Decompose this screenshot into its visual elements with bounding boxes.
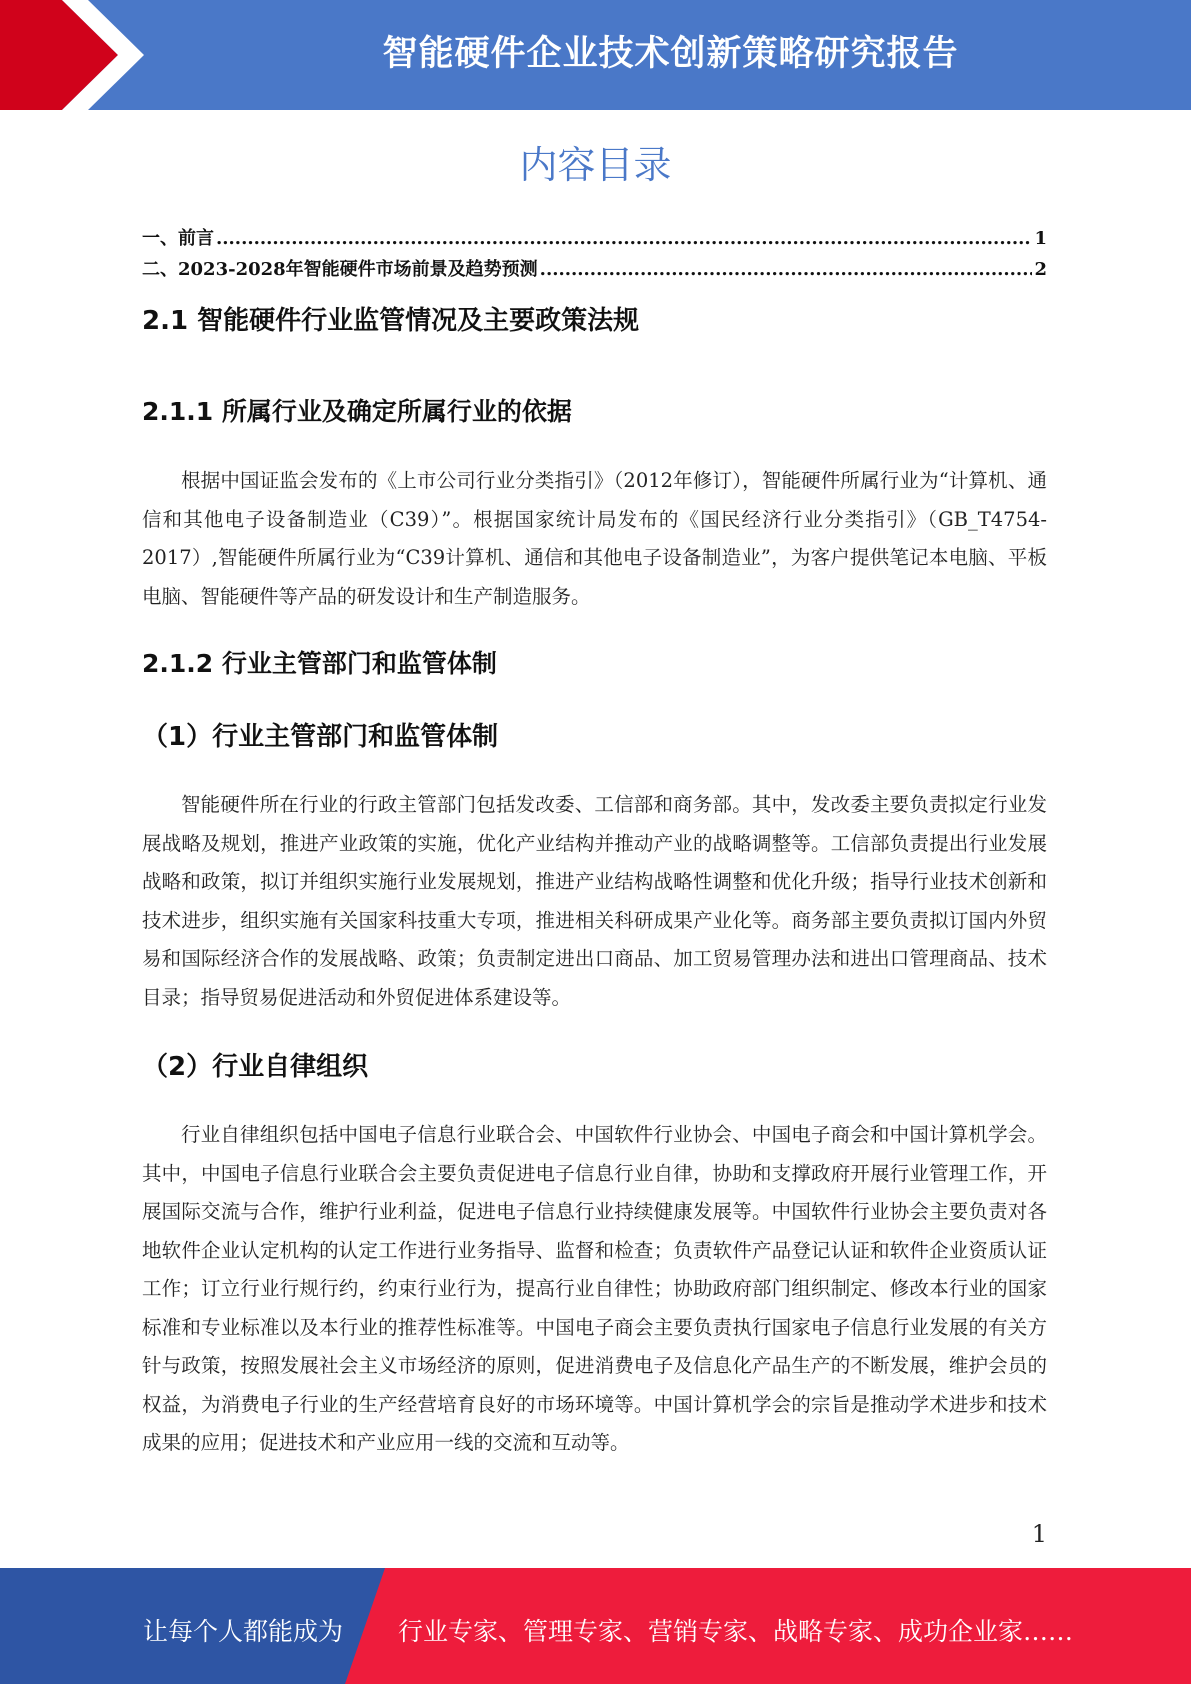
footer-slogan-left: 让每个人都能成为 <box>143 1617 344 1646</box>
toc-entry-page: 2 <box>1034 259 1047 280</box>
footer-slogan-right: 行业专家、管理专家、营销专家、战略专家、成功企业家…… <box>398 1617 1074 1646</box>
subsection-heading-regulators: （1）行业主管部门和监管体制 <box>142 722 499 752</box>
section-heading-2-1-1: 2.1.1 所属行业及确定所属行业的依据 <box>142 397 572 426</box>
toc-entry[interactable] <box>142 224 1047 255</box>
toc-heading: 内容目录 <box>519 143 672 187</box>
section-heading-2-1-2: 2.1.2 行业主管部门和监管体制 <box>142 649 497 678</box>
paragraph-industry-classification: 根据中国证监会发布的《上市公司行业分类指引》（2012年修订），智能硬件所属行业为“计算机、通信和其他电子设备制造业（C39）”。根据国家统计局发布的《国民经济行业分类指引》（GB_T4754-2017）,智能硬件所属行业为“C39计算机、通信和其他电子设备制造业”，为客户提供笔记本电脑、平板电脑、智能硬件等产品的研发设计和生产制造服务。 <box>142 469 1047 608</box>
report-title: 智能硬件企业技术创新策略研究报告 <box>382 34 959 74</box>
toc-leader-dots <box>216 228 1032 249</box>
paragraph-self-regulation: 行业自律组织包括中国电子信息行业联合会、中国软件行业协会、中国电子商会和中国计算机学会。其中，中国电子信息行业联合会主要负责促进电子信息行业自律，协助和支撑政府开展行业管理工作，开展国际交流与合作，维护行业利益，促进电子信息行业持续健康发展等。中国软件行业协会主要负责对各地软件企业认定机构的认定工作进行业务指导、监督和检查；负责软件产品登记认证和软件企业资质认证工作；订立行业行规行约，约束行业行为，提高行业自律性；协助政府部门组织制定、修改本行业的国家标准和专业标准以及本行业的推荐性标准等。中国电子商会主要负责执行国家电子信息行业发展的有关方针与政策，按照发展社会主义市场经济的原则，促进消费电子及信息化产品生产的不断发展，维护会员的权益，为消费电子行业的生产经营培育良好的市场环境等。中国计算机学会的宗旨是推动学术进步和技术成果的应用；促进技术和产业应用一线的交流和互动等。 <box>142 1123 1047 1454</box>
toc-entry[interactable] <box>142 255 1047 286</box>
report-header <box>0 0 1191 110</box>
toc-entry-title: 一、前言 <box>142 228 214 249</box>
toc-entry-page: 1 <box>1034 228 1047 249</box>
report-footer <box>0 1568 1191 1684</box>
toc-entry-title: 二、2023-2028年智能硬件市场前景及趋势预测 <box>142 259 538 280</box>
paragraph-regulators: 智能硬件所在行业的行政主管部门包括发改委、工信部和商务部。其中，发改委主要负责拟定行业发展战略及规划，推进产业政策的实施，优化产业结构并推动产业的战略调整等。工信部负责提出行业发展战略和政策，拟订并组织实施行业发展规划，推进产业结构战略性调整和优化升级；指导行业技术创新和技术进步，组织实施有关国家科技重大专项，推进相关科研成果产业化等。商务部主要负责拟订国内外贸易和国际经济合作的发展战略、政策；负责制定进出口商品、加工贸易管理办法和进出口管理商品、技术目录；指导贸易促进活动和外贸促进体系建设等。 <box>142 793 1047 1009</box>
header-arrow-decoration <box>0 0 160 110</box>
subsection-heading-self-regulation: （2）行业自律组织 <box>142 1052 369 1082</box>
table-of-contents <box>142 224 1047 286</box>
page-number: 1 <box>1031 1520 1047 1548</box>
section-heading-2-1: 2.1 智能硬件行业监管情况及主要政策法规 <box>142 306 640 336</box>
toc-leader-dots <box>540 259 1033 280</box>
